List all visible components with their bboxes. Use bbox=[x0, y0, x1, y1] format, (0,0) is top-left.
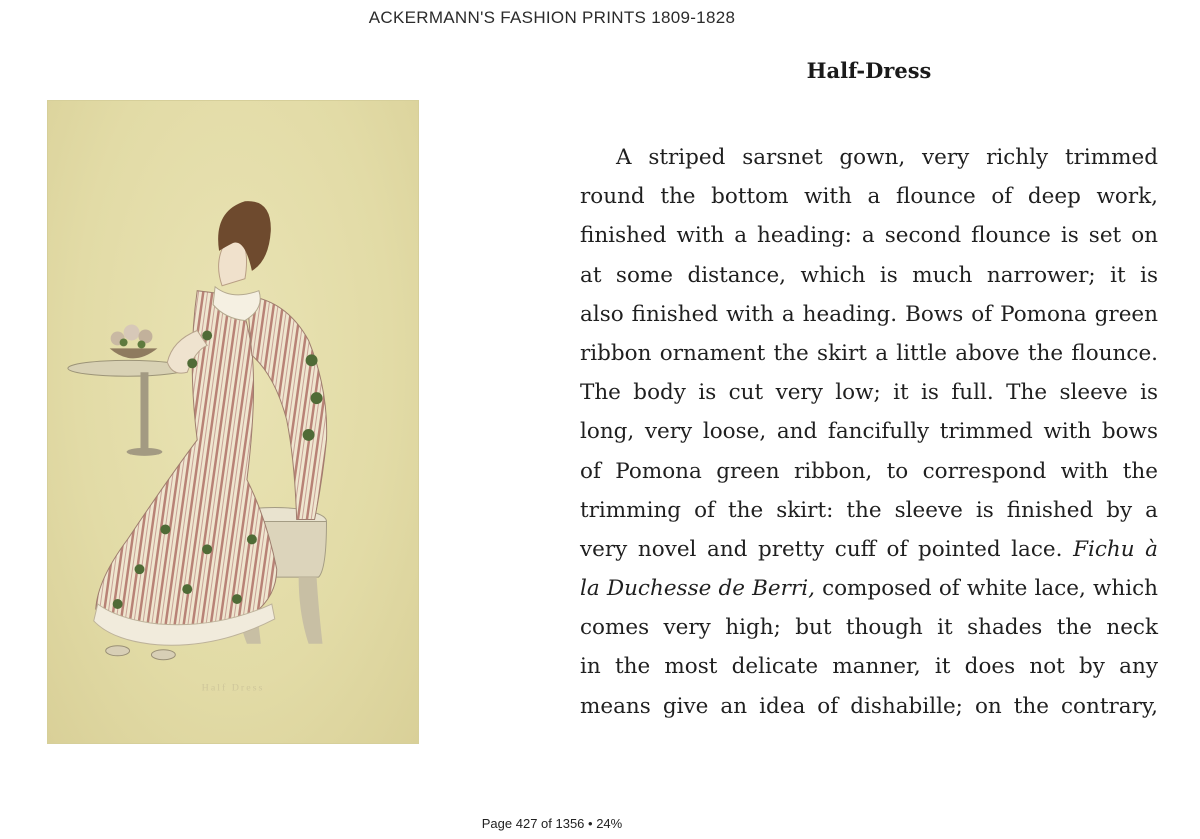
flower-bowl bbox=[110, 325, 158, 359]
text-line: round the bottom with a flounce of deep work, bbox=[580, 184, 1158, 210]
text-segment: very novel and pretty cuff of pointed lace. bbox=[580, 536, 1063, 562]
text-line: in the most delicate manner, it does not by any bbox=[580, 654, 1158, 680]
side-table bbox=[68, 360, 187, 455]
text-segment: composed of white lace, which bbox=[814, 576, 1158, 602]
text-line: trimming of the skirt: the sleeve is finished by a bbox=[580, 497, 1158, 523]
text-line: at some distance, which is much narrower; it is bbox=[580, 262, 1158, 288]
text-line: means give an idea of dishabille; on the contrary, bbox=[580, 693, 1158, 719]
italic-term: la Duchesse de Berri, bbox=[580, 576, 815, 602]
text-line bbox=[580, 569, 1158, 608]
italic-term: Fichu à bbox=[1073, 536, 1158, 562]
page-indicator: Page 427 of 1356 • 24% bbox=[481, 816, 623, 831]
book-title: ACKERMANN'S FASHION PRINTS 1809-1828 bbox=[368, 8, 736, 27]
text-line: The body is cut very low; it is full. The sleeve is bbox=[580, 380, 1158, 406]
text-line: comes very high; but though it shades the neck bbox=[580, 615, 1158, 641]
fashion-plate-image bbox=[47, 100, 419, 744]
text-line: A striped sarsnet gown, very richly trimmed bbox=[616, 145, 1158, 170]
text-line: ribbon ornament the skirt a little above the flounce. bbox=[580, 340, 1158, 366]
figure-gown bbox=[94, 291, 327, 646]
chapter-heading: Half-Dress bbox=[806, 58, 932, 83]
body-text bbox=[580, 138, 1158, 726]
text-line: of Pomona green ribbon, to correspond with the bbox=[580, 458, 1158, 484]
plate-faint-caption: Half Dress bbox=[201, 682, 265, 694]
figure-feet bbox=[106, 646, 176, 660]
text-line: long, very loose, and fancifully trimmed with bows bbox=[580, 419, 1158, 445]
text-line bbox=[580, 530, 1158, 569]
text-line: finished with a heading: a second flounce is set on bbox=[580, 223, 1158, 249]
text-line: also finished with a heading. Bows of Pomona green bbox=[580, 301, 1158, 327]
